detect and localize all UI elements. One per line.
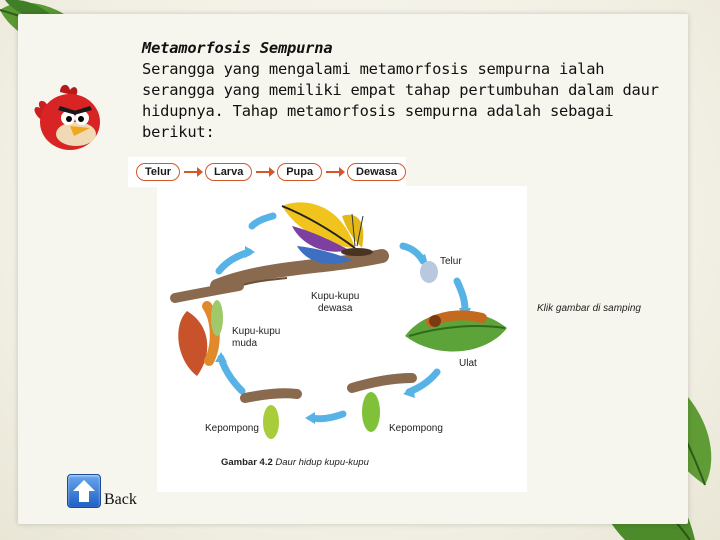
- click-hint: Klik gambar di samping: [537, 303, 641, 314]
- stage-larva: Larva: [205, 163, 252, 181]
- chrysalis-icon: [362, 392, 380, 432]
- stage-arrow-icon: [256, 171, 273, 173]
- egg-icon: [420, 261, 438, 283]
- figure-caption: [221, 457, 369, 468]
- stage-arrow-icon: [326, 171, 343, 173]
- caption-number: Gambar 4.2: [221, 457, 273, 468]
- stage-sequence: [128, 157, 406, 187]
- slide-text: [142, 38, 672, 143]
- label-kepompong-left: Kepompong: [205, 423, 259, 434]
- label-kepompong-right: Kepompong: [389, 423, 443, 434]
- caption-text: Daur hidup kupu-kupu: [275, 457, 369, 468]
- life-cycle-figure[interactable]: [157, 186, 527, 492]
- label-ulat: Ulat: [459, 358, 477, 369]
- back-label[interactable]: Back: [104, 491, 137, 508]
- caterpillar-on-leaf-icon: [405, 312, 507, 352]
- angry-bird-icon: [30, 82, 106, 154]
- label-telur: Telur: [440, 256, 462, 267]
- label-kupu-dewasa: Kupu-kupu dewasa: [311, 291, 360, 314]
- stage-dewasa: Dewasa: [347, 163, 406, 181]
- stage-arrow-icon: [184, 171, 201, 173]
- life-cycle-illustration: [157, 186, 527, 492]
- arrow-up-icon[interactable]: [67, 474, 101, 508]
- slide-title: Metamorfosis Sempurna: [142, 39, 333, 57]
- label-kupu-muda: Kupu-kupu muda: [232, 326, 281, 349]
- stage-telur: Telur: [136, 163, 180, 181]
- butterfly-adult-icon: [282, 202, 373, 264]
- slide-body: Serangga yang mengalami metamorfosis sempurna ialah serangga yang memiliki empat tahap pertumbuhan dalam daur hidupnya. Tahap metamorfosis sempurna adalah sebagai berikut:: [142, 60, 659, 141]
- chrysalis-late-icon: [263, 405, 279, 439]
- back-button[interactable]: [67, 474, 137, 508]
- butterfly-young-icon: [178, 300, 223, 376]
- stage-pupa: Pupa: [277, 163, 322, 181]
